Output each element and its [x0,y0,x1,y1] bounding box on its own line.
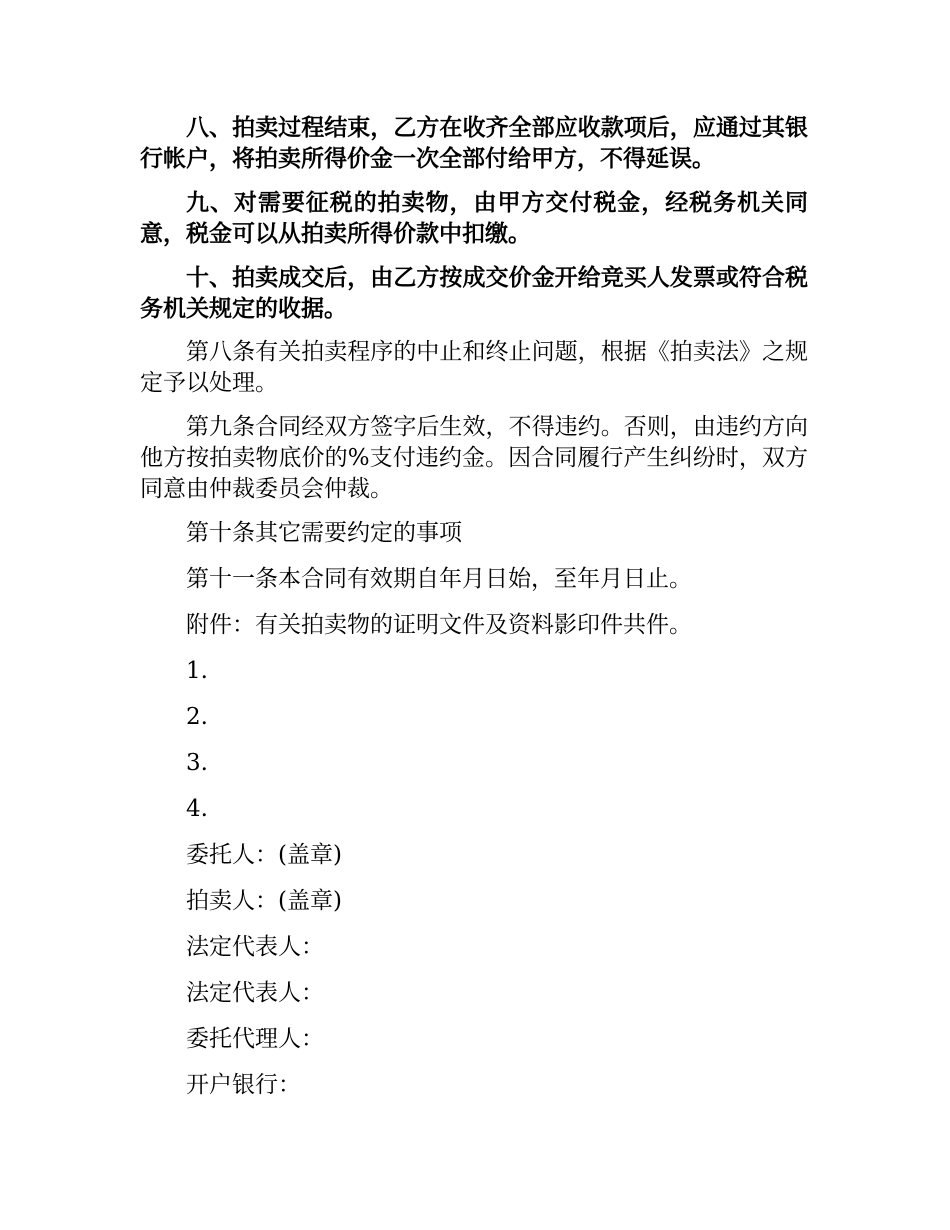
clause-nine-paragraph: 九、对需要征税的拍卖物，由甲方交付税金，经税务机关同意，税金可以从拍卖所得价款中扣缴。 [140,189,808,247]
entrusting-party-seal-line: 委托人：(盖章) [186,842,342,868]
document-page [140,112,808,1116]
auctioneer-seal-line: 拍卖人：(盖章) [186,888,342,914]
article-eleven-line: 第十一条本合同有效期自年月日始，至年月日止。 [186,566,692,592]
article-nine-paragraph: 第九条合同经双方签字后生效，不得违约。否则，由违约方向他方按拍卖物底价的%支付违约金。因合同履行产生纠纷时，双方同意由仲裁委员会仲裁。 [140,414,808,502]
attachment-item-4: 4. [186,796,208,822]
attachment-item-2: 2. [186,704,208,730]
attachment-line: 附件：有关拍卖物的证明文件及资料影印件共件。 [186,612,692,638]
legal-representative-line-2: 法定代表人： [186,980,324,1006]
bank-line: 开户银行： [186,1072,301,1098]
clause-ten-paragraph: 十、拍卖成交后，由乙方按成交价金开给竞买人发票或符合税务机关规定的收据。 [140,264,808,322]
legal-representative-line-1: 法定代表人： [186,934,324,960]
clause-eight-paragraph: 八、拍卖过程结束，乙方在收齐全部应收款项后，应通过其银行帐户，将拍卖所得价金一次全部付给甲方，不得延误。 [140,114,808,172]
authorized-agent-line: 委托代理人： [186,1026,324,1052]
attachment-item-1: 1. [186,658,208,684]
article-eight-paragraph: 第八条有关拍卖程序的中止和终止问题，根据《拍卖法》之规定予以处理。 [140,339,808,396]
attachment-item-3: 3. [186,750,208,776]
article-ten-line: 第十条其它需要约定的事项 [186,520,462,546]
